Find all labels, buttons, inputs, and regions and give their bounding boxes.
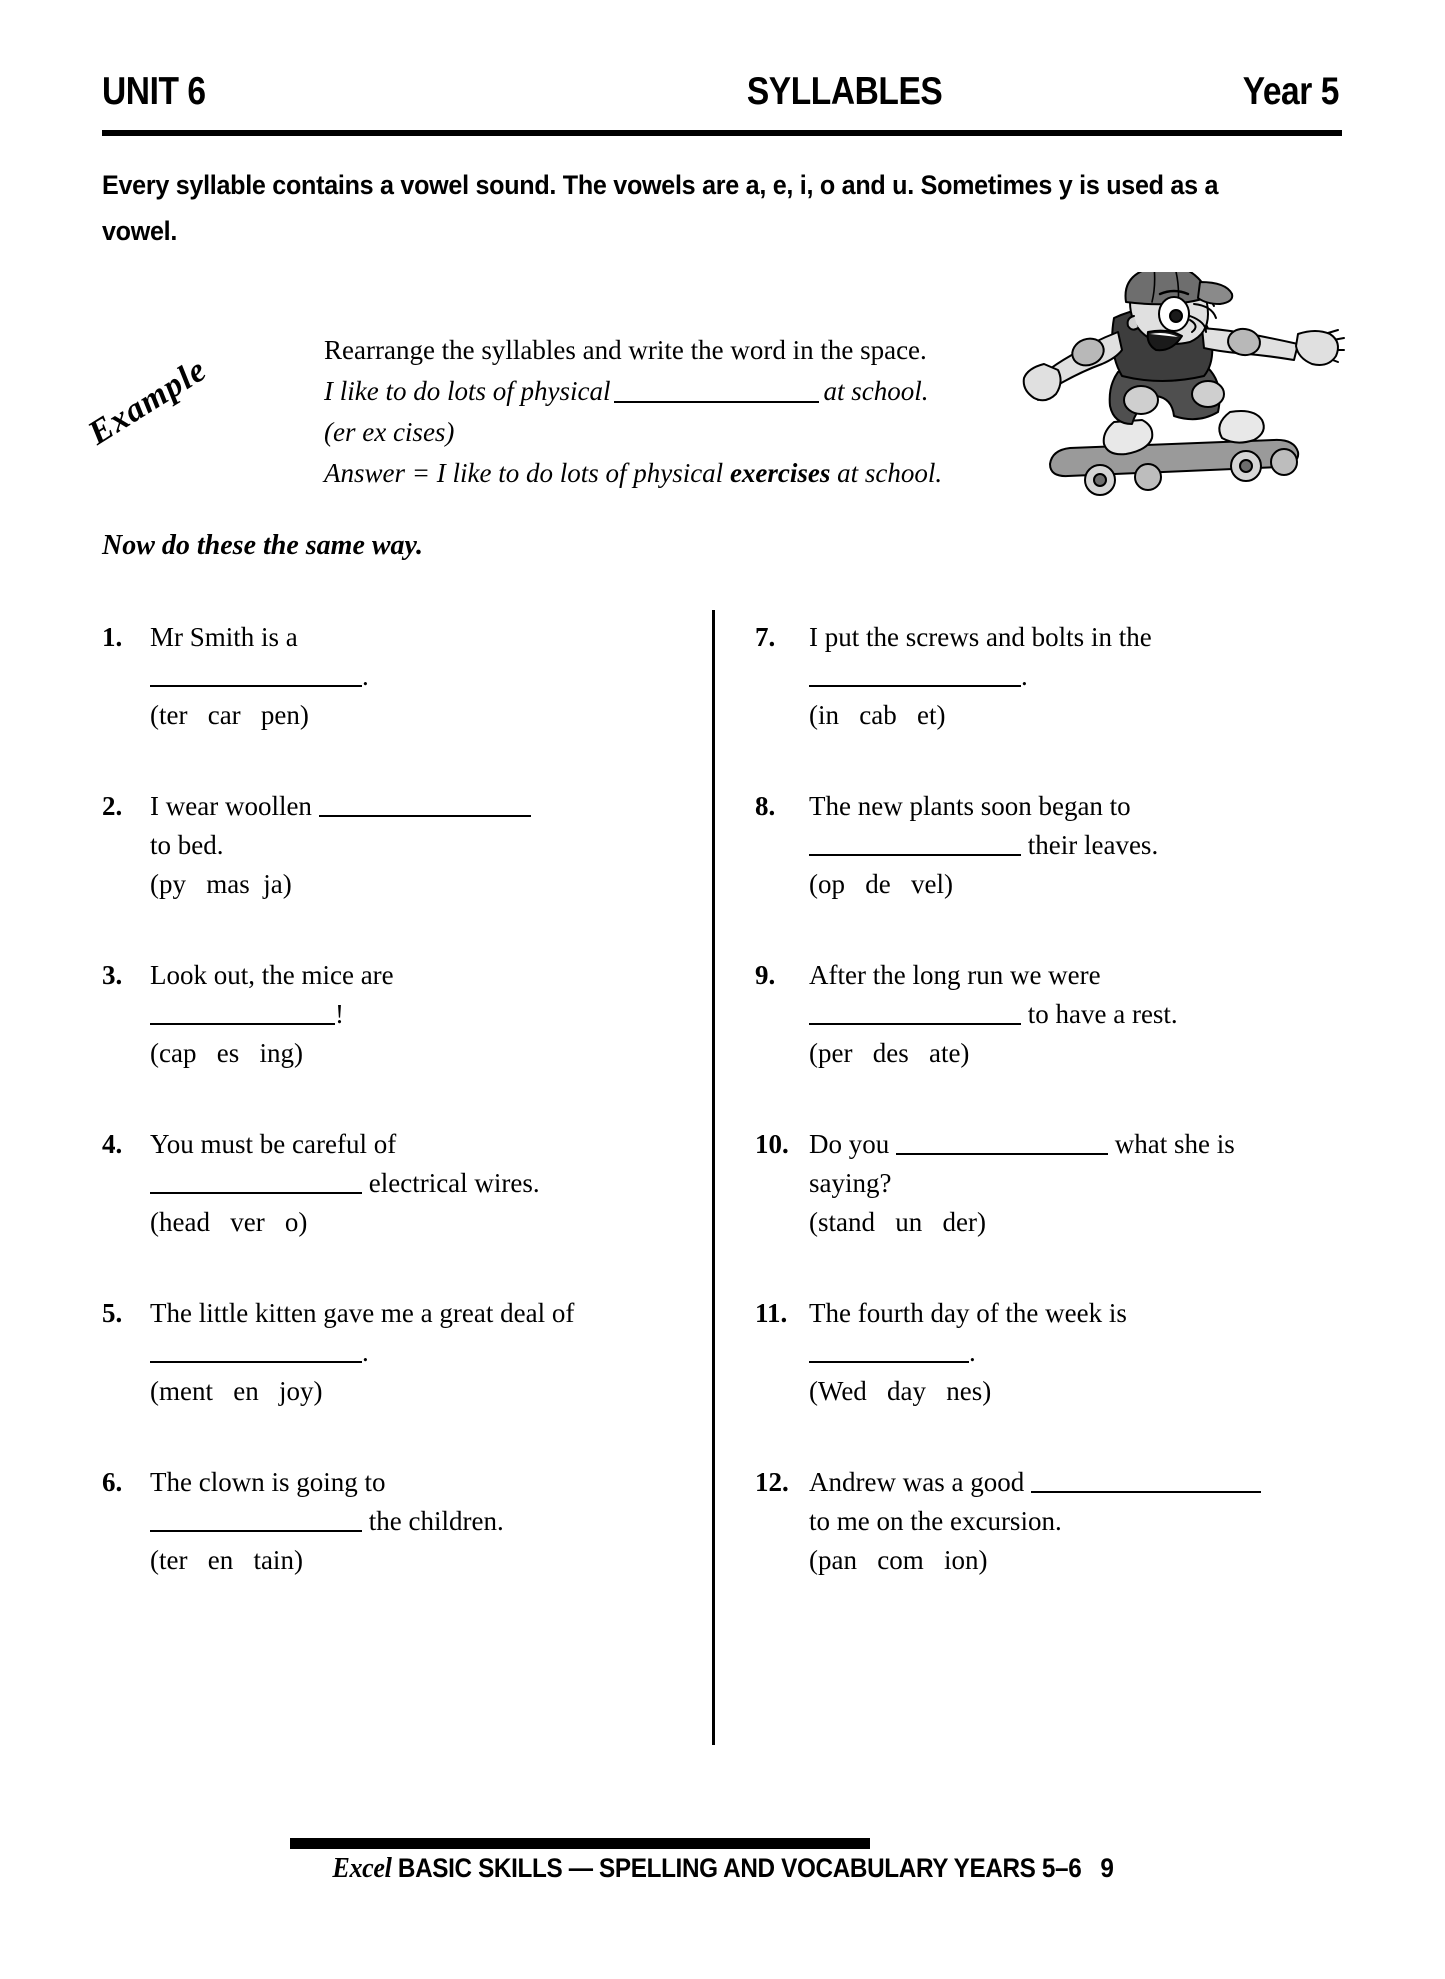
question-answer-line	[809, 657, 1355, 696]
question-number: 8.	[755, 791, 776, 821]
question-answer-line	[150, 1502, 682, 1541]
instruction-heading: Now do these the same way.	[102, 530, 423, 561]
year-label: Year 5	[1242, 70, 1340, 113]
question-number: 11.	[755, 1298, 788, 1328]
question-syllables: (ter en tain)	[150, 1545, 303, 1575]
question-number: 6.	[102, 1467, 123, 1497]
unit-label: UNIT 6	[102, 70, 206, 113]
example-answer-label: Answer =	[324, 458, 430, 488]
question-text: You must be careful of	[150, 1129, 397, 1159]
question-number: 10.	[755, 1129, 789, 1159]
question-item	[755, 787, 1355, 904]
page-title: SYLLABLES	[746, 70, 943, 113]
question-answer-line	[150, 995, 682, 1034]
question-syllables: (per des ate)	[809, 1038, 970, 1068]
question-text: The new plants soon began to	[809, 791, 1131, 821]
column-divider	[712, 610, 715, 1745]
question-text-after: .	[969, 1337, 976, 1367]
question-answer-line	[809, 1463, 1355, 1502]
question-number: 12.	[755, 1467, 789, 1497]
answer-blank[interactable]	[150, 999, 335, 1025]
question-syllables: (py mas ja)	[150, 869, 292, 899]
question-number: 1.	[102, 622, 123, 652]
example-syllables: (er ex cises)	[324, 417, 455, 447]
page-header	[102, 70, 1342, 132]
question-text-after: .	[1021, 661, 1028, 691]
example-instruction: Rearrange the syllables and write the word in the space.	[324, 335, 927, 365]
example-sentence-before: I like to do lots of physical	[324, 376, 611, 406]
question-answer-line	[809, 1333, 1355, 1372]
question-text: After the long run we were	[809, 960, 1101, 990]
question-text: to bed.	[150, 830, 224, 860]
example-answer-word: exercises	[729, 458, 831, 488]
question-syllables: (ter car pen)	[150, 700, 309, 730]
question-text: The fourth day of the week is	[809, 1298, 1127, 1328]
question-syllables: (cap es ing)	[150, 1038, 303, 1068]
example-sentence	[324, 371, 1064, 412]
question-text: Look out, the mice are	[150, 960, 394, 990]
answer-blank[interactable]	[150, 1337, 362, 1363]
page-number: 9	[1099, 1853, 1114, 1883]
question-item	[102, 1294, 682, 1411]
answer-blank[interactable]	[150, 1506, 362, 1532]
question-text: to me on the excursion.	[809, 1506, 1062, 1536]
question-syllables: (stand un der)	[809, 1207, 986, 1237]
question-item	[102, 1463, 682, 1580]
question-text-after: their leaves.	[1021, 830, 1159, 860]
question-item	[102, 1125, 682, 1242]
question-number: 9.	[755, 960, 776, 990]
example-answer-blank	[614, 376, 819, 403]
example-answer	[324, 453, 1064, 494]
answer-blank[interactable]	[150, 1168, 362, 1194]
question-text-before: I wear woollen	[150, 791, 312, 821]
question-syllables: (Wed day nes)	[809, 1376, 992, 1406]
answer-blank[interactable]	[896, 1129, 1108, 1155]
question-number: 5.	[102, 1298, 123, 1328]
question-syllables: (op de vel)	[809, 869, 953, 899]
question-item	[755, 1125, 1355, 1242]
question-text-after: what she is	[1108, 1129, 1235, 1159]
question-text: The little kitten gave me a great deal of	[150, 1298, 575, 1328]
question-answer-line	[150, 657, 682, 696]
answer-blank[interactable]	[809, 1337, 969, 1363]
footer-brand: Excel	[331, 1852, 392, 1884]
answer-blank[interactable]	[809, 661, 1021, 687]
example-answer-after: at school.	[837, 458, 943, 488]
example-sentence-after: at school.	[823, 376, 929, 406]
question-number: 7.	[755, 622, 776, 652]
example-badge	[81, 351, 282, 470]
question-item	[102, 956, 682, 1073]
question-text: Mr Smith is a	[150, 622, 298, 652]
question-item	[755, 1294, 1355, 1411]
question-syllables: (in cab et)	[809, 700, 946, 730]
skateboarder-illustration	[1022, 272, 1362, 502]
answer-blank[interactable]	[1031, 1467, 1261, 1493]
question-text: saying?	[809, 1168, 892, 1198]
question-item	[755, 1463, 1355, 1580]
question-answer-line	[150, 1164, 682, 1203]
question-syllables: (ment en joy)	[150, 1376, 323, 1406]
question-item	[755, 956, 1355, 1073]
question-answer-line	[809, 826, 1355, 865]
example-answer-before: I like to do lots of physical	[436, 458, 724, 488]
question-text-after: .	[362, 661, 369, 691]
question-item	[102, 618, 682, 735]
question-item	[755, 618, 1355, 735]
question-number: 3.	[102, 960, 123, 990]
page-footer	[0, 1852, 1445, 1885]
example-badge-label: Example	[81, 351, 214, 453]
question-item	[102, 787, 682, 904]
answer-blank[interactable]	[150, 661, 362, 687]
question-text-before: Do you	[809, 1129, 890, 1159]
answer-blank[interactable]	[809, 999, 1021, 1025]
question-text-after: electrical wires.	[362, 1168, 540, 1198]
question-answer-line	[150, 1333, 682, 1372]
question-text-after: !	[335, 999, 344, 1029]
question-text-after: the children.	[362, 1506, 504, 1536]
question-answer-line	[150, 787, 682, 826]
questions-right-column	[755, 618, 1355, 1632]
question-answer-line	[809, 1125, 1355, 1164]
answer-blank[interactable]	[319, 791, 531, 817]
intro-text: Every syllable contains a vowel sound. The vowels are a, e, i, o and u. Sometimes y is used as a vowel.	[102, 170, 1219, 246]
question-text-after: .	[362, 1337, 369, 1367]
question-text-after: to have a rest.	[1021, 999, 1178, 1029]
question-text: The clown is going to	[150, 1467, 386, 1497]
answer-blank[interactable]	[809, 830, 1021, 856]
question-syllables: (head ver o)	[150, 1207, 308, 1237]
footer-series: BASIC SKILLS — SPELLING AND VOCABULARY YEARS 5–6	[397, 1853, 1081, 1883]
question-text: I put the screws and bolts in the	[809, 622, 1152, 652]
question-answer-line	[809, 995, 1355, 1034]
question-number: 4.	[102, 1129, 123, 1159]
question-text-before: Andrew was a good	[809, 1467, 1025, 1497]
question-syllables: (pan com ion)	[809, 1545, 988, 1575]
header-divider	[102, 130, 1342, 136]
questions-left-column	[102, 618, 682, 1632]
question-number: 2.	[102, 791, 123, 821]
example-body	[324, 330, 1064, 494]
footer-divider	[290, 1838, 870, 1849]
